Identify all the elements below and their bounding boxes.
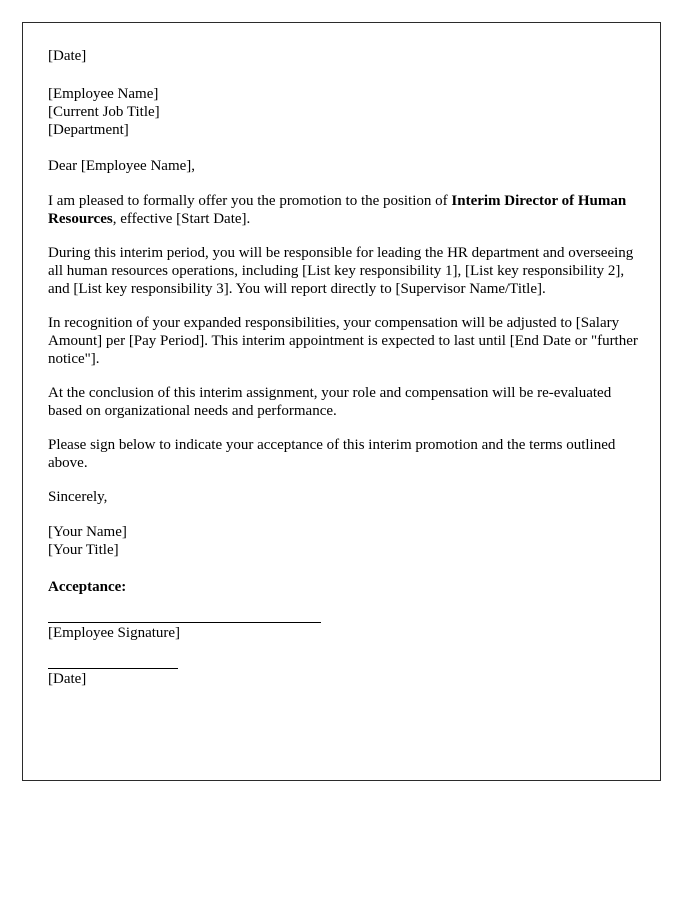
sender-block	[48, 523, 638, 559]
valediction: Sincerely,	[48, 489, 108, 505]
employee-signature-label: [Employee Signature]	[48, 625, 181, 641]
paragraph-offer	[48, 192, 638, 228]
acceptance-date-field[interactable]	[48, 668, 638, 688]
letter-page	[22, 22, 661, 781]
paragraph-signature-request: Please sign below to indicate your acceptance of this interim promotion and the terms outlined above.	[48, 437, 616, 471]
acceptance-date-label: [Date]	[48, 671, 87, 687]
letter-content	[48, 47, 638, 688]
acceptance-heading: Acceptance:	[48, 579, 127, 595]
salutation: Dear [Employee Name],	[48, 158, 196, 174]
recipient-address-block	[48, 85, 638, 139]
signature-rule	[48, 622, 321, 623]
paragraph-conclusion: At the conclusion of this interim assignment, your role and compensation will be re-evaluated based on organizational needs and performance.	[48, 385, 612, 419]
date-line: [Date]	[48, 48, 87, 64]
employee-signature-field[interactable]	[48, 622, 638, 642]
offer-text-after: , effective [Start Date].	[112, 211, 251, 227]
paragraph-responsibilities: During this interim period, you will be responsible for leading the HR department and overseeing all human resources operations, including [List key responsibility 1], [List key responsibility 2], and [List key responsibility 3]. You will report directly to [Supervisor Name/Title].	[48, 245, 634, 297]
paragraph-compensation: In recognition of your expanded responsibilities, your compensation will be adjusted to [Salary Amount] per [Pay Period]. This interim appointment is expected to last until [End Date or "further notice"].	[48, 315, 638, 367]
offer-position-title: Interim Director of Human Resources	[48, 193, 627, 227]
recipient-department: [Department]	[48, 122, 129, 138]
date-rule	[48, 668, 178, 669]
recipient-job-title: [Current Job Title]	[48, 104, 160, 120]
offer-text-before: I am pleased to formally offer you the promotion to the position of	[48, 193, 452, 209]
sender-name: [Your Name]	[48, 524, 127, 540]
recipient-name: [Employee Name]	[48, 86, 159, 102]
sender-title: [Your Title]	[48, 542, 119, 558]
